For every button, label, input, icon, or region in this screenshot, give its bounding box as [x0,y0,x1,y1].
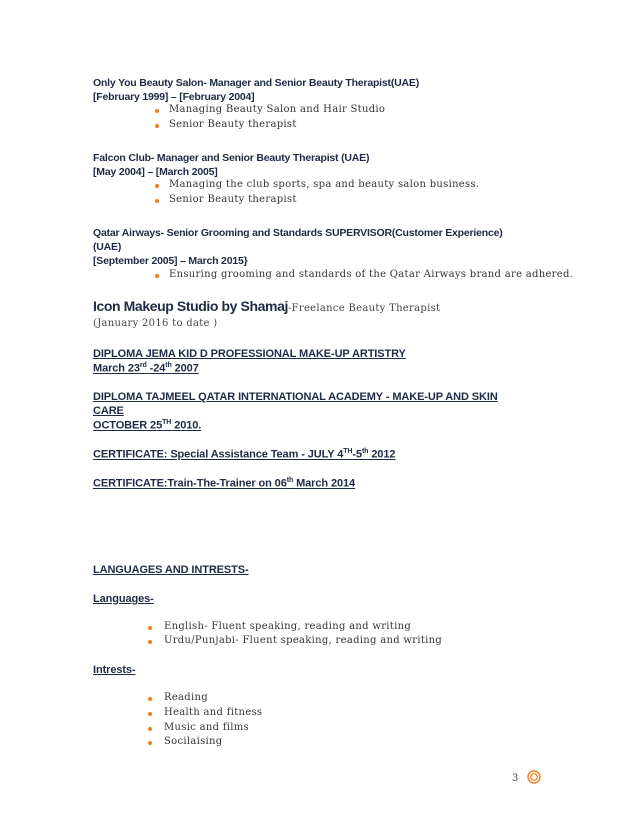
diploma-1-date-pre: March 23 [93,362,140,375]
interest-item-2: Health and fitness [164,707,263,718]
job-4-title: Icon Makeup Studio by Shamaj [93,298,288,314]
diploma-2-date-pre: OCTOBER 25 [93,419,163,432]
job-3-title-line1: Qatar Airways- Senior Grooming and Standards SUPERVISOR(Customer Experience) [93,227,503,239]
certificate-1 [93,448,395,461]
job-2-dates: [May 2004] – [March 2005] [93,166,218,178]
diploma-2-sup: TH [162,419,172,426]
job-3-dates: [September 2005] – March 2015} [93,255,248,267]
bullet-icon [155,124,159,128]
job-2-title: Falcon Club- Manager and Senior Beauty Therapist (UAE) [93,152,370,164]
diploma-1-title: DIPLOMA JEMA KID D PROFESSIONAL MAKE-UP ARTISTRY [93,348,406,360]
diploma-1-date [93,362,199,375]
diploma-2-date [93,419,201,432]
job-4-role: -Freelance Beauty Therapist [287,303,441,314]
diploma-2-date-post: 2010. [171,419,202,432]
cert-1-sup-2: th [361,448,369,455]
bullet-icon [148,697,152,701]
languages-heading: LANGUAGES AND INTRESTS- [93,564,249,576]
diploma-2-title-line2: CARE [93,405,124,417]
job-3-bullet-1: Ensuring grooming and standards of the Qatar Airways brand are adhered. [169,269,574,280]
interest-item-4: Socilaising [164,736,223,747]
diploma-1-date-mid: -24 [146,362,166,375]
job-1-dates: [February 1999] – [February 2004] [93,91,255,103]
job-2-bullet-1: Managing the club sports, spa and beauty salon business. [169,179,480,190]
diploma-2-title-line1: DIPLOMA TAJMEEL QATAR INTERNATIONAL ACADEMY - MAKE-UP AND SKIN [93,391,498,403]
bullet-icon [148,741,152,745]
cert-1-sup-1: TH [343,448,353,455]
cert-1-mid: -5 [352,448,362,461]
interest-item-3: Music and films [164,722,249,733]
bullet-icon [148,626,152,630]
job-1-title: Only You Beauty Salon- Manager and Senior Beauty Therapist(UAE) [93,77,419,89]
language-item-2: Urdu/Punjabi- Fluent speaking, reading and writing [164,635,443,646]
bullet-icon [148,727,152,731]
cert-2-pre: CERTIFICATE:Train-The-Trainer on 06 [93,477,287,490]
page-ornament-icon [527,770,541,784]
cert-2-sup: th [286,477,294,484]
bullet-icon [155,199,159,203]
interests-label: Intrests- [93,664,136,676]
cert-1-pre: CERTIFICATE: Special Assistance Team - JULY 4 [93,448,344,461]
job-4-dates: (January 2016 to date ) [93,318,218,329]
job-1-bullet-2: Senior Beauty therapist [169,119,297,130]
bullet-icon [148,640,152,644]
bullet-icon [155,109,159,113]
bullet-icon [155,274,159,278]
certificate-2 [93,477,355,490]
page-number: 3 [512,773,519,784]
job-2-bullet-2: Senior Beauty therapist [169,194,297,205]
cert-2-post: March 2014 [293,477,356,490]
diploma-1-sup-2: th [165,362,172,369]
job-3-title-line2: (UAE) [93,241,122,253]
bullet-icon [148,712,152,716]
diploma-1-date-post: 2007 [171,362,199,375]
job-1-bullet-1: Managing Beauty Salon and Hair Studio [169,104,386,115]
bullet-icon [155,184,159,188]
language-item-1: English- Fluent speaking, reading and writing [164,621,412,632]
interest-item-1: Reading [164,692,208,703]
languages-label: Languages- [93,593,154,605]
diploma-1-sup-1: rd [139,362,147,369]
cert-1-post: 2012 [368,448,396,461]
job-4-heading [93,296,440,315]
